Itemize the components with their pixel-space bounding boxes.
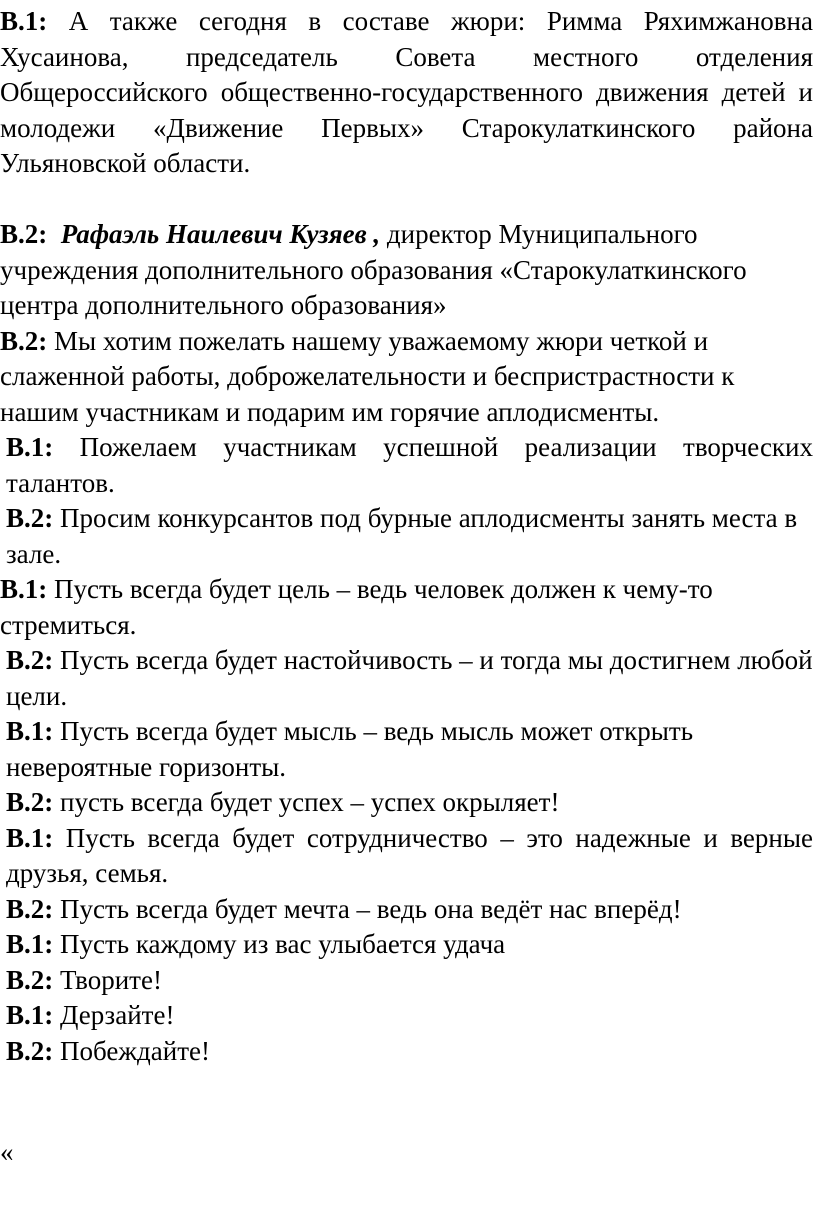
paragraph-persistence bbox=[0, 643, 813, 714]
blank-line bbox=[0, 182, 813, 218]
blank-line bbox=[0, 1069, 813, 1105]
speaker-label: В.2: bbox=[6, 503, 54, 533]
speaker-label: В.1: bbox=[6, 432, 54, 462]
speaker-label: В.1: bbox=[6, 1000, 54, 1030]
speaker-label: В.2: bbox=[0, 219, 48, 249]
paragraph-text: Мы хотим пожелать нашему уважаемому жюри четкой и слаженной работы, доброжелательности и беспристрастности к нашим участникам и подарим им горячие аплодисменты. bbox=[0, 325, 735, 427]
paragraph-seats bbox=[0, 501, 813, 572]
paragraph-text: Пусть всегда будет настойчивость – и тогда мы достигнем любой цели. bbox=[6, 645, 813, 711]
paragraph-dare bbox=[0, 998, 813, 1034]
paragraph-text: Творите! bbox=[53, 964, 162, 995]
paragraph-text: Просим конкурсантов под бурные аплодисменты занять места в зале. bbox=[6, 503, 798, 569]
paragraph-create bbox=[0, 963, 813, 999]
speaker-label: В.1: bbox=[0, 6, 48, 36]
speaker-label: В.2: bbox=[0, 325, 48, 356]
paragraph-cooperation bbox=[0, 821, 813, 892]
speaker-label: В.1: bbox=[6, 716, 54, 746]
person-name: Рафаэль Наилевич Кузяев , bbox=[60, 219, 381, 249]
paragraph-text: Пусть всегда будет мысль – ведь мысль может открыть невероятные горизонты. bbox=[6, 716, 694, 782]
trailing-quote-mark: « bbox=[0, 1136, 14, 1167]
paragraph-success bbox=[0, 785, 813, 821]
paragraph-director bbox=[0, 217, 813, 324]
paragraph-talents bbox=[0, 430, 813, 501]
speaker-label: В.1: bbox=[0, 574, 48, 604]
paragraph-text: Побеждайте! bbox=[53, 1035, 210, 1066]
paragraph-text: А также сегодня в составе жюри: Римма Ряхимжановна Хусаинова, председатель Совета местного отделения Общероссийского общественно-государственного движения детей и молодежи «Движение Первых» Старокулаткинского района Ульяновской области. bbox=[0, 6, 813, 178]
speaker-label: В.1: bbox=[6, 929, 54, 959]
paragraph-jury-intro bbox=[0, 4, 813, 182]
paragraph-text: директор Муниципального учреждения дополнительного образования «Старокулаткинского центра дополнительного образования» bbox=[0, 219, 747, 320]
paragraph-text: Пусть всегда будет сотрудничество – это надежные и верные друзья, семья. bbox=[6, 822, 813, 888]
paragraph-text: Пусть всегда будет цель – ведь человек должен к чему-то стремиться. bbox=[0, 574, 713, 640]
paragraph-luck bbox=[0, 927, 813, 963]
speaker-label: В.2: bbox=[6, 964, 54, 995]
paragraph-thought bbox=[0, 714, 813, 785]
speaker-label: В.2: bbox=[6, 893, 54, 924]
speaker-label: В.2: bbox=[6, 1035, 54, 1066]
paragraph-text: Пусть всегда будет мечта – ведь она ведёт нас вперёд! bbox=[53, 893, 682, 924]
paragraph-text: пусть всегда будет успех – успех окрыляет! bbox=[53, 787, 560, 817]
paragraph-text: Пожелаем участникам успешной реализации творческих талантов. bbox=[6, 432, 813, 498]
speaker-label: В.2: bbox=[6, 787, 54, 817]
paragraph-dream bbox=[0, 892, 813, 928]
paragraph-goal bbox=[0, 572, 813, 643]
speaker-label: В.2: bbox=[6, 645, 54, 675]
document-page bbox=[0, 4, 813, 1170]
paragraph-text: Дерзайте! bbox=[53, 1000, 175, 1030]
paragraph-text: Пусть каждому из вас улыбается удача bbox=[53, 929, 506, 959]
paragraph-win bbox=[0, 1034, 813, 1070]
paragraph-jury-wish bbox=[0, 324, 813, 431]
speaker-label: В.1: bbox=[6, 822, 54, 853]
